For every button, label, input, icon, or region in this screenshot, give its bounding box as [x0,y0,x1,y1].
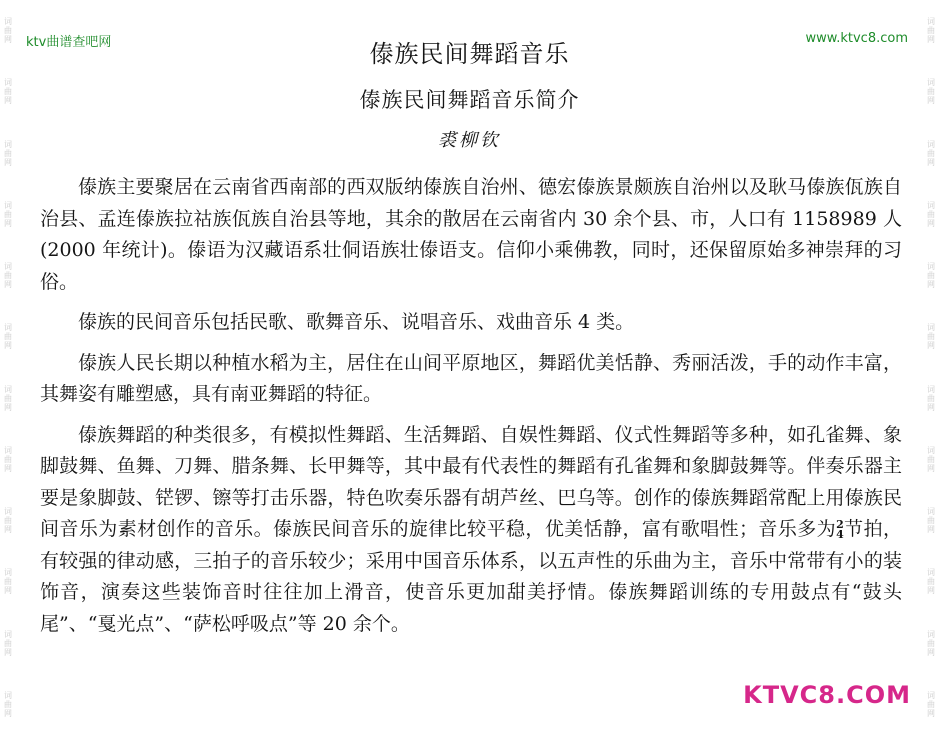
side-watermark-text: 词曲网 [926,17,936,45]
side-watermark-text: 词曲网 [3,139,13,167]
time-signature-bottom: 4 [836,528,844,541]
paragraph-text: 节拍，有较强的律动感，三拍子的音乐较少；采用中国音乐体系，以五声性的乐曲为主，音乐中常带有小的装饰音，演奏这些装饰音时往往加上滑音，使音乐更加甜美抒情。傣族舞蹈训练的专用鼓点有“鼓头尾”、“戛光点”、“萨松呼吸点”等 20 余个。 [40,518,902,635]
paragraph: 傣族的民间音乐包括民歌、歌舞音乐、说唱音乐、戏曲音乐 4 类。 [78,311,635,333]
side-watermark-text: 词曲网 [926,200,936,228]
side-watermark-text: 词曲网 [3,507,13,535]
side-watermark-text: 词曲网 [3,445,13,473]
side-watermark-text: 词曲网 [3,200,13,228]
side-watermark-text: 词曲网 [926,262,936,290]
paragraph-text: 傣族舞蹈的种类很多，有模拟性舞蹈、生活舞蹈、自娱性舞蹈、仪式性舞蹈等多种，如孔雀舞、象脚鼓舞、鱼舞、刀舞、腊条舞、长甲舞等，其中最有代表性的舞蹈有孔雀舞和象脚鼓舞等。伴奏乐器主要是象脚鼓、铓锣、镲等打击乐器，特色吹奏乐器有胡芦丝、巴乌等。创作的傣族舞蹈常配上用傣族民间音乐为素材创作的音乐。傣族民间音乐的旋律比较平稳，优美恬静，富有歌唱性；音乐多为 [40,423,902,540]
side-watermark-text: 词曲网 [926,323,936,351]
paragraph [40,420,902,641]
paragraph: 傣族人民长期以种植水稻为主，居住在山间平原地区，舞蹈优美恬静、秀丽活泼，手的动作丰富，其舞姿有雕塑感，具有南亚舞蹈的特征。 [40,351,902,405]
side-watermark-text: 词曲网 [3,629,13,657]
site-url-watermark: www.ktvc8.com [805,31,908,46]
side-watermark-text: 词曲网 [3,17,13,45]
side-watermark-text: 词曲网 [3,568,13,596]
side-watermark-text: 词曲网 [926,445,936,473]
page-title: 傣族民间舞蹈音乐 [369,40,570,68]
site-name-watermark: ktv曲谱查吧网 [26,35,112,50]
page-subtitle: 傣族民间舞蹈音乐简介 [359,88,580,112]
paragraph: 傣族主要聚居在云南省西南部的西双版纳傣族自治州、德宏傣族景颇族自治州以及耿马傣族佤族自治县、孟连傣族拉祜族佤族自治县等地，其余的散居在云南省内 30 余个县、市，人口有 1158989 人(2000 年统计)。傣语为汉藏语系壮侗语族壮傣语支。信仰小乘佛教，同时，还保留原始多神崇拜的习俗。 [40,176,902,293]
side-watermark-text: 词曲网 [3,78,13,106]
side-watermark-text: 词曲网 [926,78,936,106]
side-watermark-text: 词曲网 [3,262,13,290]
side-watermark-text: 词曲网 [926,139,936,167]
author-name: 裘柳钦 [438,130,501,151]
time-signature-top: 2 [836,518,844,531]
side-watermark-text: 词曲网 [3,384,13,412]
brand-logo: KTVC8.COM [743,681,911,709]
side-watermark-text: 词曲网 [926,384,936,412]
side-watermark-text: 词曲网 [3,690,13,718]
side-watermark-text: 词曲网 [926,568,936,596]
side-watermark-text: 词曲网 [926,690,936,718]
time-signature [836,520,844,540]
article-body [40,172,902,649]
side-watermark-text: 词曲网 [926,629,936,657]
side-watermark-text: 词曲网 [3,323,13,351]
side-watermark-text: 词曲网 [926,507,936,535]
